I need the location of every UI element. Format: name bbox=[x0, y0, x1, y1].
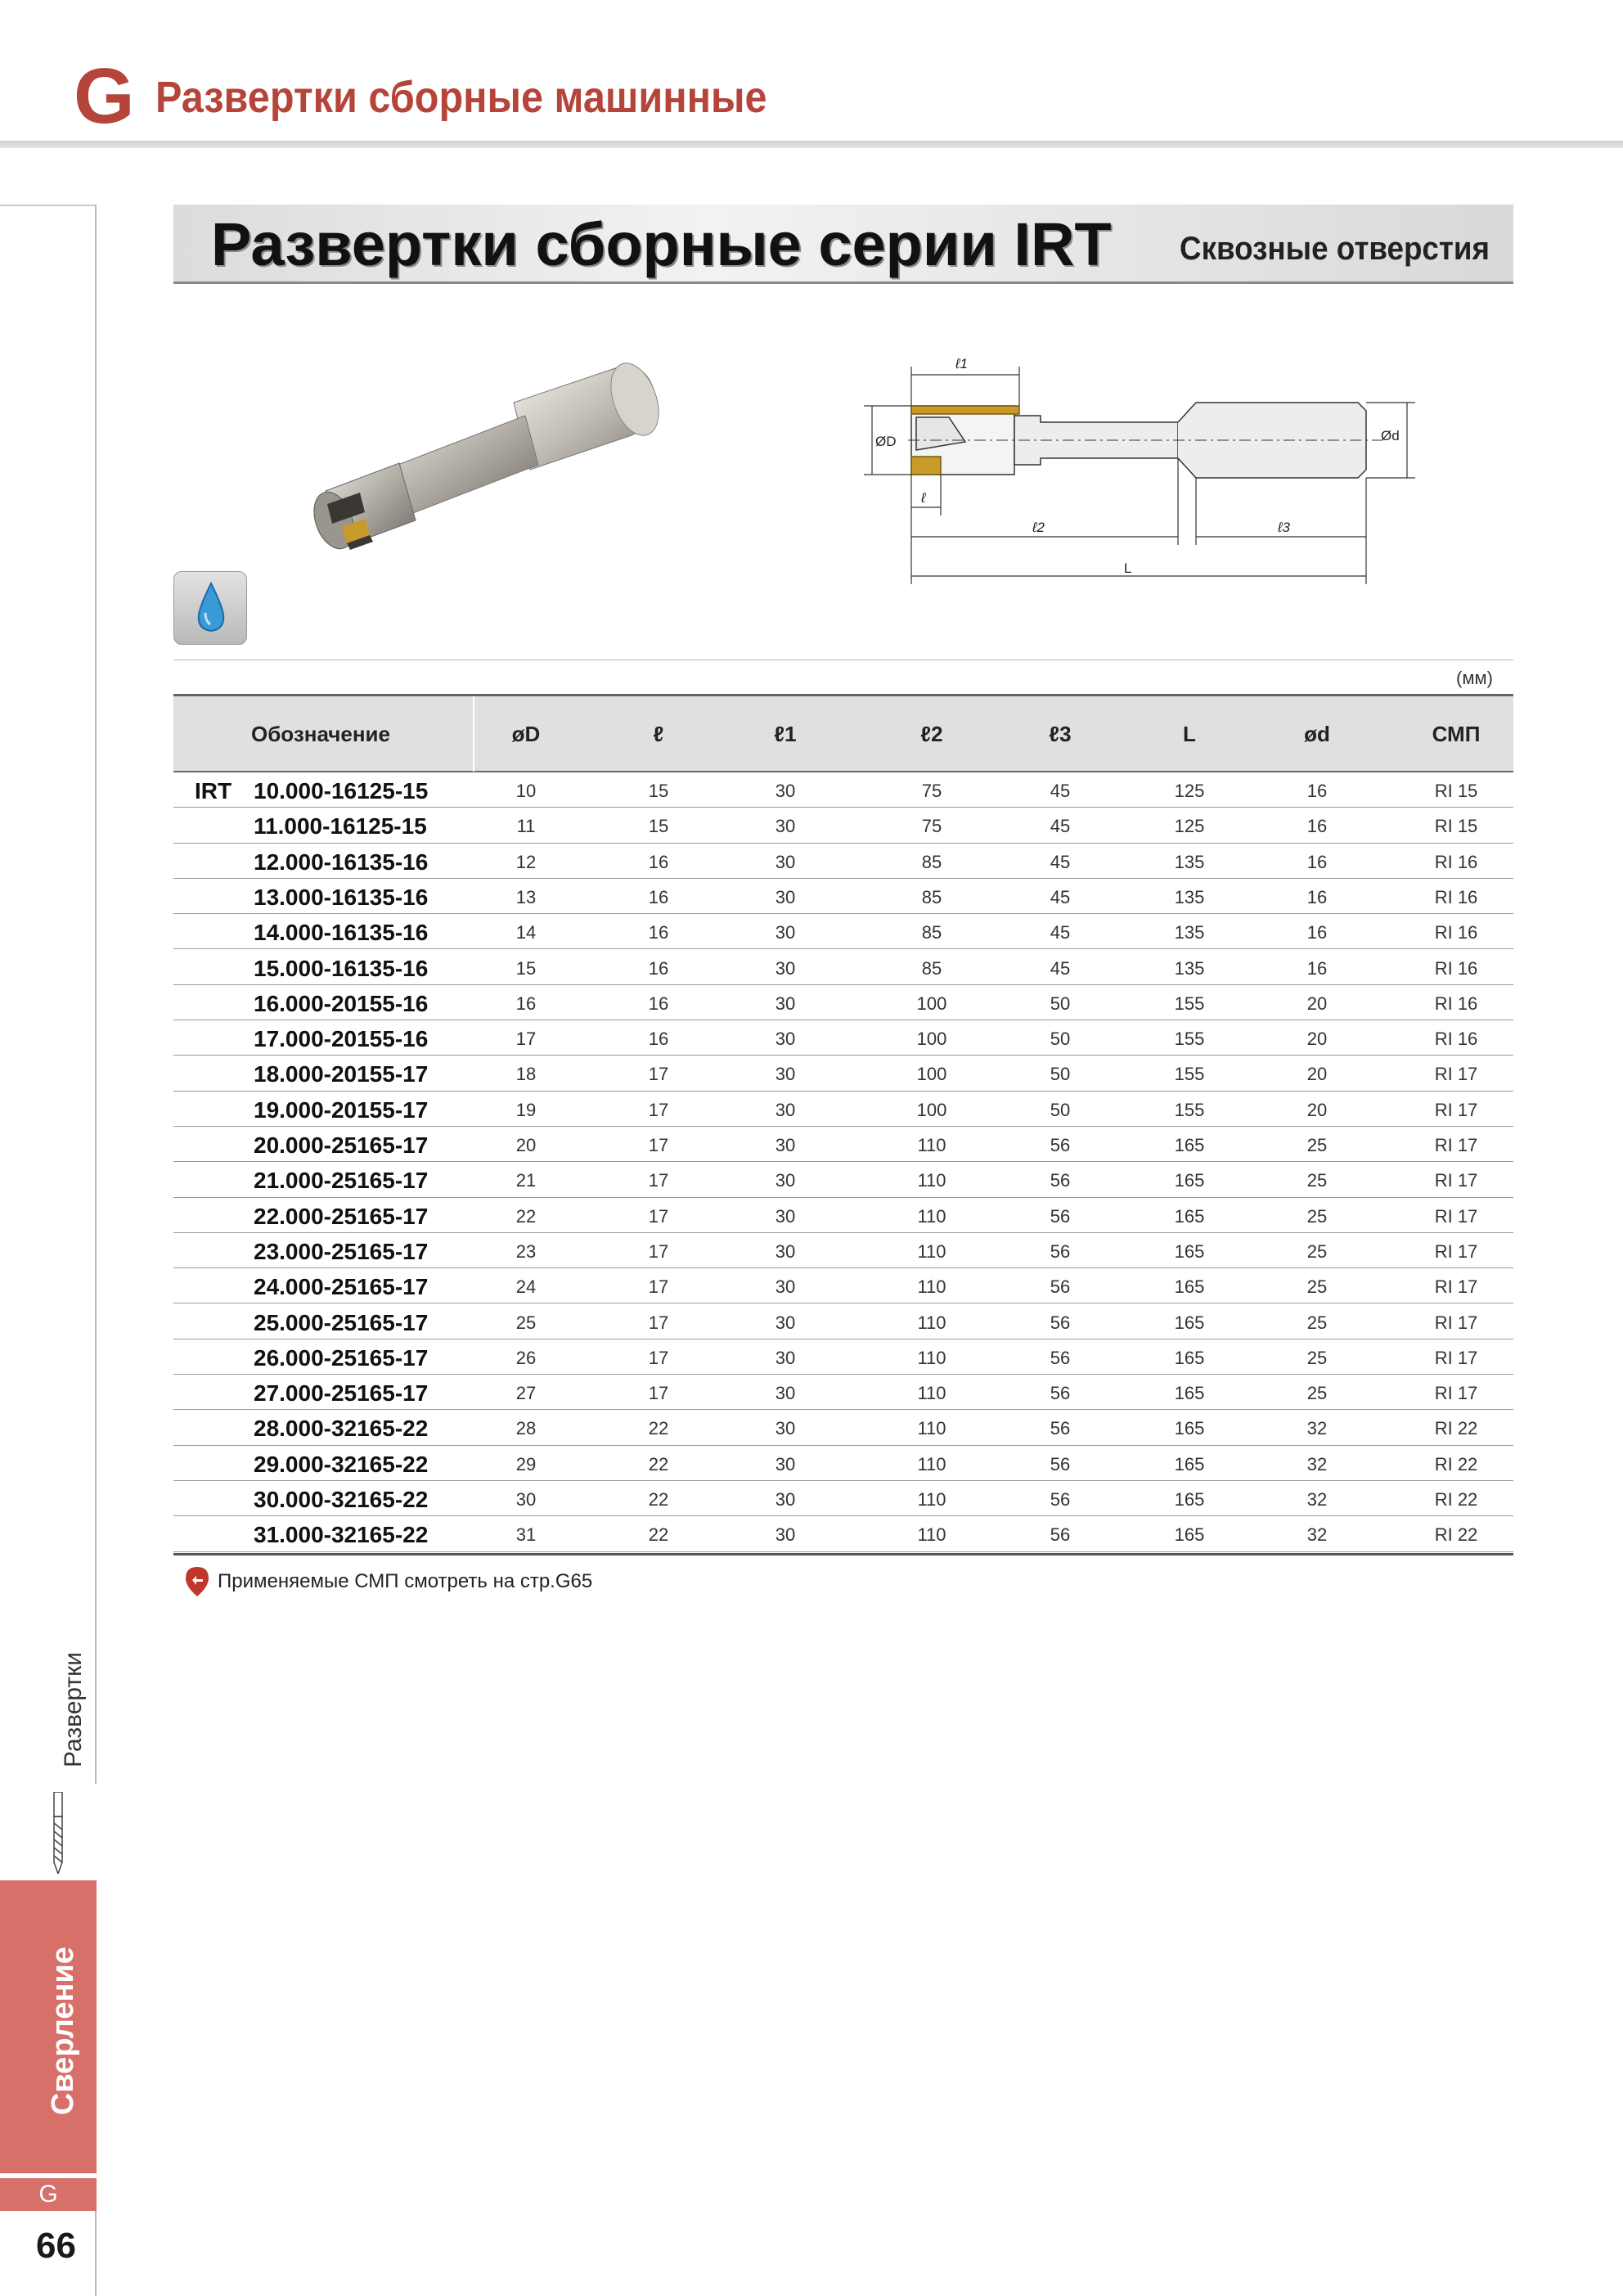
table-row bbox=[173, 1516, 1513, 1551]
cell-l2: 75 bbox=[921, 816, 942, 837]
cell-l1: 30 bbox=[775, 922, 796, 943]
cell-L: 135 bbox=[1174, 886, 1205, 907]
cell-l1: 30 bbox=[775, 886, 796, 907]
table-row bbox=[173, 1268, 1513, 1303]
cell-l3: 56 bbox=[1050, 1205, 1071, 1227]
cell-d: 32 bbox=[1306, 1489, 1328, 1510]
cell-insert: RI 22 bbox=[1434, 1453, 1478, 1474]
cell-l: 17 bbox=[648, 1240, 669, 1262]
cell-d: 25 bbox=[1306, 1347, 1328, 1368]
cell-L: 135 bbox=[1174, 922, 1205, 943]
cell-l3: 45 bbox=[1050, 922, 1071, 943]
table-row bbox=[173, 1127, 1513, 1162]
header-l: ℓ bbox=[653, 722, 664, 746]
cell-D: 21 bbox=[515, 1170, 537, 1191]
table-row bbox=[173, 1339, 1513, 1375]
cell-l3: 45 bbox=[1050, 886, 1071, 907]
cell-D: 15 bbox=[515, 957, 537, 979]
cell-l: 17 bbox=[648, 1347, 669, 1368]
cell-l1: 30 bbox=[775, 1240, 796, 1262]
cell-l: 17 bbox=[648, 1064, 669, 1085]
cell-D: 19 bbox=[515, 1099, 537, 1120]
cell-insert: RI 22 bbox=[1434, 1524, 1478, 1546]
cell-insert: RI 15 bbox=[1434, 781, 1478, 801]
cell-l1: 30 bbox=[775, 1383, 796, 1404]
header-D: øD bbox=[511, 722, 541, 746]
header-l1: ℓ1 bbox=[774, 722, 797, 746]
cell-designation: 16.000-20155-16 bbox=[254, 990, 429, 1016]
cell-L: 165 bbox=[1174, 1312, 1205, 1333]
cell-designation: 29.000-32165-22 bbox=[254, 1451, 429, 1477]
cell-D: 31 bbox=[515, 1524, 537, 1546]
cell-l1: 30 bbox=[775, 1099, 796, 1120]
cell-insert: RI 16 bbox=[1434, 886, 1478, 907]
dim-l2-label: ℓ2 bbox=[1032, 520, 1045, 535]
cell-insert: RI 17 bbox=[1434, 1276, 1478, 1298]
cell-l: 16 bbox=[648, 886, 669, 907]
page-subtitle: Сквозные отверстия bbox=[1180, 231, 1490, 267]
cell-insert: RI 22 bbox=[1434, 1418, 1478, 1439]
table-row bbox=[173, 1481, 1513, 1516]
cell-l1: 30 bbox=[775, 1453, 796, 1474]
cell-l2: 110 bbox=[917, 1312, 946, 1333]
cell-D: 28 bbox=[515, 1418, 537, 1439]
cell-l2: 110 bbox=[917, 1418, 946, 1439]
cell-L: 165 bbox=[1174, 1453, 1205, 1474]
cell-l3: 56 bbox=[1050, 1453, 1071, 1474]
cell-d: 16 bbox=[1306, 886, 1328, 907]
cell-designation: 13.000-16135-16 bbox=[254, 884, 429, 910]
cell-l2: 110 bbox=[917, 1135, 946, 1155]
table-row bbox=[173, 1304, 1513, 1339]
cell-l: 17 bbox=[648, 1312, 669, 1333]
tool-photo bbox=[311, 352, 679, 606]
cell-l: 15 bbox=[648, 781, 669, 801]
cell-d: 32 bbox=[1306, 1453, 1328, 1474]
cell-d: 20 bbox=[1306, 1029, 1328, 1050]
cell-l2: 110 bbox=[917, 1170, 946, 1191]
cell-designation: 28.000-32165-22 bbox=[254, 1416, 429, 1442]
footnote-text: Применяемые СМП смотреть на стр.G65 bbox=[218, 1570, 593, 1592]
cell-l2: 110 bbox=[917, 1524, 946, 1546]
table-row bbox=[173, 1233, 1513, 1268]
table-row bbox=[173, 950, 1513, 985]
cell-insert: RI 16 bbox=[1434, 922, 1478, 943]
cell-designation: 19.000-20155-17 bbox=[254, 1096, 429, 1123]
cell-designation: 31.000-32165-22 bbox=[254, 1522, 429, 1548]
cell-l3: 56 bbox=[1050, 1312, 1071, 1333]
cell-designation: 30.000-32165-22 bbox=[254, 1487, 429, 1512]
cell-l: 22 bbox=[648, 1489, 669, 1510]
cell-L: 165 bbox=[1174, 1524, 1205, 1546]
cell-d: 25 bbox=[1306, 1170, 1328, 1191]
cell-l2: 110 bbox=[917, 1240, 946, 1262]
cell-l2: 110 bbox=[917, 1347, 946, 1368]
cell-l3: 56 bbox=[1050, 1276, 1071, 1298]
cell-designation: 11.000-16125-15 bbox=[254, 813, 427, 840]
cell-L: 155 bbox=[1174, 1099, 1205, 1120]
cell-designation: 10.000-16125-15 bbox=[254, 778, 429, 804]
cell-D: 11 bbox=[516, 816, 536, 837]
cell-l: 22 bbox=[648, 1453, 669, 1474]
cell-d: 32 bbox=[1306, 1524, 1328, 1546]
table-row bbox=[173, 844, 1513, 879]
cell-l2: 100 bbox=[916, 1064, 947, 1085]
cell-l: 17 bbox=[648, 1170, 669, 1191]
cell-D: 29 bbox=[515, 1453, 537, 1474]
cell-insert: RI 17 bbox=[1434, 1312, 1478, 1333]
cell-d: 25 bbox=[1306, 1312, 1328, 1333]
cell-l3: 56 bbox=[1050, 1383, 1071, 1404]
cell-insert: RI 17 bbox=[1434, 1135, 1478, 1155]
header-l3: ℓ3 bbox=[1049, 722, 1072, 746]
category-label: Развертки bbox=[60, 1651, 87, 1767]
table-row bbox=[173, 1198, 1513, 1233]
cell-l2: 110 bbox=[917, 1383, 946, 1404]
cell-l: 16 bbox=[648, 1029, 669, 1050]
unit-label: (мм) bbox=[1456, 668, 1493, 688]
cell-l1: 30 bbox=[775, 1418, 796, 1439]
cell-designation: 22.000-25165-17 bbox=[254, 1203, 429, 1229]
cell-d: 20 bbox=[1306, 1064, 1328, 1085]
cell-d: 16 bbox=[1306, 851, 1328, 872]
cell-insert: RI 17 bbox=[1434, 1383, 1478, 1404]
cell-l3: 56 bbox=[1050, 1347, 1071, 1368]
cell-l: 15 bbox=[648, 816, 669, 837]
footnote bbox=[183, 1563, 592, 1600]
cell-D: 16 bbox=[515, 993, 537, 1014]
pointer-note-icon bbox=[183, 1565, 211, 1598]
cell-l1: 30 bbox=[775, 957, 796, 979]
header-insert: СМП bbox=[1432, 722, 1481, 746]
cell-l2: 100 bbox=[916, 1099, 947, 1120]
dim-D-label: ØD bbox=[875, 434, 897, 449]
rail-line bbox=[95, 205, 97, 1784]
cell-l2: 110 bbox=[917, 1453, 946, 1474]
table-row bbox=[173, 1162, 1513, 1197]
header-designation: Обозначение bbox=[251, 722, 390, 746]
series-prefix: IRT bbox=[195, 778, 232, 804]
cell-l2: 100 bbox=[916, 993, 947, 1014]
cell-L: 165 bbox=[1174, 1418, 1205, 1439]
cell-d: 25 bbox=[1306, 1240, 1328, 1262]
cell-l: 17 bbox=[648, 1099, 669, 1120]
cell-L: 125 bbox=[1174, 816, 1205, 837]
cell-L: 165 bbox=[1174, 1276, 1205, 1298]
cell-d: 16 bbox=[1306, 781, 1328, 801]
cell-l: 17 bbox=[648, 1383, 669, 1404]
dim-l1-label: ℓ1 bbox=[955, 356, 968, 371]
cell-insert: RI 16 bbox=[1434, 957, 1478, 979]
cell-l: 16 bbox=[648, 993, 669, 1014]
cell-l: 16 bbox=[648, 957, 669, 979]
cell-l1: 30 bbox=[775, 1205, 796, 1227]
cell-l: 17 bbox=[648, 1205, 669, 1227]
table-row bbox=[173, 1375, 1513, 1410]
cell-l2: 85 bbox=[921, 886, 942, 907]
cell-L: 155 bbox=[1174, 1064, 1205, 1085]
cell-l1: 30 bbox=[775, 1276, 796, 1298]
cell-l3: 56 bbox=[1050, 1240, 1071, 1262]
cell-l3: 56 bbox=[1050, 1489, 1071, 1510]
cell-l: 16 bbox=[648, 922, 669, 943]
cell-l: 16 bbox=[648, 851, 669, 872]
cell-l1: 30 bbox=[775, 816, 796, 837]
cell-insert: RI 16 bbox=[1434, 851, 1478, 872]
dim-L-label: L bbox=[1124, 560, 1132, 576]
coolant-drop-icon bbox=[173, 571, 247, 645]
table-bottom-rule bbox=[173, 1553, 1513, 1555]
cell-L: 165 bbox=[1174, 1240, 1205, 1262]
cell-insert: RI 22 bbox=[1434, 1489, 1478, 1510]
cell-insert: RI 15 bbox=[1434, 816, 1478, 837]
cell-l: 22 bbox=[648, 1418, 669, 1439]
cell-l3: 45 bbox=[1050, 851, 1071, 872]
chapter-letter: G bbox=[0, 2178, 97, 2211]
cell-insert: RI 17 bbox=[1434, 1205, 1478, 1227]
cell-l3: 50 bbox=[1050, 1029, 1071, 1050]
cell-l3: 56 bbox=[1050, 1418, 1071, 1439]
cell-d: 32 bbox=[1306, 1418, 1328, 1439]
cell-D: 27 bbox=[515, 1383, 537, 1404]
cell-d: 16 bbox=[1306, 957, 1328, 979]
table-row bbox=[173, 914, 1513, 949]
cell-designation: 24.000-25165-17 bbox=[254, 1274, 429, 1300]
cell-D: 17 bbox=[515, 1029, 537, 1050]
cell-D: 20 bbox=[515, 1135, 537, 1155]
cell-insert: RI 17 bbox=[1434, 1170, 1478, 1191]
table-row bbox=[173, 985, 1513, 1020]
cell-l: 17 bbox=[648, 1276, 669, 1298]
banner-rule bbox=[173, 281, 1513, 284]
cell-d: 20 bbox=[1306, 1099, 1328, 1120]
cell-l1: 30 bbox=[775, 1489, 796, 1510]
table-row bbox=[173, 1446, 1513, 1481]
cell-L: 165 bbox=[1174, 1383, 1205, 1404]
cell-L: 155 bbox=[1174, 1029, 1205, 1050]
cell-l: 22 bbox=[648, 1524, 669, 1546]
cell-D: 10 bbox=[515, 781, 537, 801]
chapter-label: Сверление bbox=[46, 1947, 80, 2115]
cell-L: 135 bbox=[1174, 851, 1205, 872]
dim-l-label: ℓ bbox=[921, 490, 926, 506]
cell-designation: 21.000-25165-17 bbox=[254, 1168, 429, 1194]
cell-insert: RI 16 bbox=[1434, 1029, 1478, 1050]
cell-d: 25 bbox=[1306, 1276, 1328, 1298]
cell-l1: 30 bbox=[775, 1135, 796, 1155]
cell-D: 30 bbox=[515, 1489, 537, 1510]
cell-l: 17 bbox=[648, 1135, 669, 1155]
table-row bbox=[173, 879, 1513, 914]
cell-l2: 110 bbox=[917, 1205, 946, 1227]
cell-d: 20 bbox=[1306, 993, 1328, 1014]
cell-l2: 110 bbox=[917, 1276, 946, 1298]
cell-designation: 17.000-20155-16 bbox=[254, 1026, 429, 1052]
cell-l1: 30 bbox=[775, 1170, 796, 1191]
cell-designation: 25.000-25165-17 bbox=[254, 1309, 429, 1335]
cell-designation: 20.000-25165-17 bbox=[254, 1132, 429, 1158]
cell-l1: 30 bbox=[775, 1347, 796, 1368]
cell-l3: 56 bbox=[1050, 1524, 1071, 1546]
technical-drawing bbox=[826, 335, 1464, 597]
cell-L: 165 bbox=[1174, 1489, 1205, 1510]
header-separator bbox=[473, 696, 474, 772]
table-row bbox=[173, 1410, 1513, 1445]
cell-designation: 26.000-25165-17 bbox=[254, 1344, 429, 1371]
cell-l3: 56 bbox=[1050, 1170, 1071, 1191]
table-row bbox=[173, 808, 1513, 843]
cell-l2: 85 bbox=[921, 957, 942, 979]
header-d: ød bbox=[1304, 722, 1330, 746]
cell-l1: 30 bbox=[775, 993, 796, 1014]
header-L: L bbox=[1183, 722, 1196, 746]
cell-l3: 56 bbox=[1050, 1135, 1071, 1155]
cell-l3: 50 bbox=[1050, 993, 1071, 1014]
rail-top-line bbox=[0, 205, 97, 206]
cell-D: 25 bbox=[515, 1312, 537, 1333]
cell-l2: 85 bbox=[921, 922, 942, 943]
cell-insert: RI 17 bbox=[1434, 1240, 1478, 1262]
cell-insert: RI 17 bbox=[1434, 1099, 1478, 1120]
cell-D: 12 bbox=[515, 851, 537, 872]
table-row bbox=[173, 1092, 1513, 1127]
cell-d: 16 bbox=[1306, 922, 1328, 943]
cell-l3: 50 bbox=[1050, 1099, 1071, 1120]
page-title: Развертки сборные серии IRT bbox=[211, 210, 1112, 278]
cell-D: 14 bbox=[515, 922, 537, 943]
cell-designation: 27.000-25165-17 bbox=[254, 1380, 429, 1407]
cell-designation: 14.000-16135-16 bbox=[254, 920, 429, 946]
cell-L: 155 bbox=[1174, 993, 1205, 1014]
header-rule bbox=[0, 141, 1623, 148]
cell-insert: RI 17 bbox=[1434, 1347, 1478, 1368]
cell-l1: 30 bbox=[775, 1029, 796, 1050]
cell-D: 24 bbox=[515, 1276, 537, 1298]
cell-l2: 85 bbox=[921, 851, 942, 872]
drill-icon bbox=[49, 1792, 67, 1874]
cell-L: 165 bbox=[1174, 1347, 1205, 1368]
cell-L: 165 bbox=[1174, 1205, 1205, 1227]
page-number: 66 bbox=[36, 2226, 76, 2266]
cell-l1: 30 bbox=[775, 1524, 796, 1546]
cell-insert: RI 16 bbox=[1434, 993, 1478, 1014]
cell-insert: RI 17 bbox=[1434, 1064, 1478, 1085]
dim-d-label: Ød bbox=[1381, 428, 1400, 443]
section-letter: G bbox=[74, 52, 135, 140]
cell-l1: 30 bbox=[775, 1312, 796, 1333]
cell-l2: 100 bbox=[916, 1029, 947, 1050]
cell-designation: 18.000-20155-17 bbox=[254, 1061, 429, 1087]
cell-l3: 45 bbox=[1050, 781, 1071, 801]
cell-L: 135 bbox=[1174, 957, 1205, 979]
table-header bbox=[173, 694, 1513, 772]
rail-foot-line bbox=[95, 2211, 97, 2296]
cell-designation: 12.000-16135-16 bbox=[254, 849, 429, 875]
cell-l1: 30 bbox=[775, 781, 796, 801]
cell-l3: 45 bbox=[1050, 816, 1071, 837]
cell-D: 18 bbox=[515, 1064, 537, 1085]
cell-l1: 30 bbox=[775, 851, 796, 872]
cell-designation: 23.000-25165-17 bbox=[254, 1238, 429, 1264]
cell-l2: 110 bbox=[917, 1489, 946, 1510]
cell-D: 26 bbox=[515, 1347, 537, 1368]
cell-designation: 15.000-16135-16 bbox=[254, 955, 429, 981]
cell-l2: 75 bbox=[921, 781, 942, 801]
table-row bbox=[173, 1020, 1513, 1056]
cell-l1: 30 bbox=[775, 1064, 796, 1085]
table-row bbox=[173, 772, 1513, 808]
section-title: Развертки сборные машинные bbox=[155, 73, 767, 122]
cell-L: 125 bbox=[1174, 781, 1205, 801]
cell-l3: 50 bbox=[1050, 1064, 1071, 1085]
cell-D: 23 bbox=[515, 1240, 537, 1262]
cell-D: 13 bbox=[515, 886, 537, 907]
cell-d: 25 bbox=[1306, 1205, 1328, 1227]
header-l2: ℓ2 bbox=[920, 722, 943, 746]
dim-l3-label: ℓ3 bbox=[1278, 520, 1290, 535]
cell-d: 16 bbox=[1306, 816, 1328, 837]
cell-L: 165 bbox=[1174, 1135, 1205, 1155]
cell-d: 25 bbox=[1306, 1383, 1328, 1404]
cell-l3: 45 bbox=[1050, 957, 1071, 979]
cell-d: 25 bbox=[1306, 1135, 1328, 1155]
cell-L: 165 bbox=[1174, 1170, 1205, 1191]
table-row bbox=[173, 1056, 1513, 1091]
cell-D: 22 bbox=[515, 1205, 537, 1227]
